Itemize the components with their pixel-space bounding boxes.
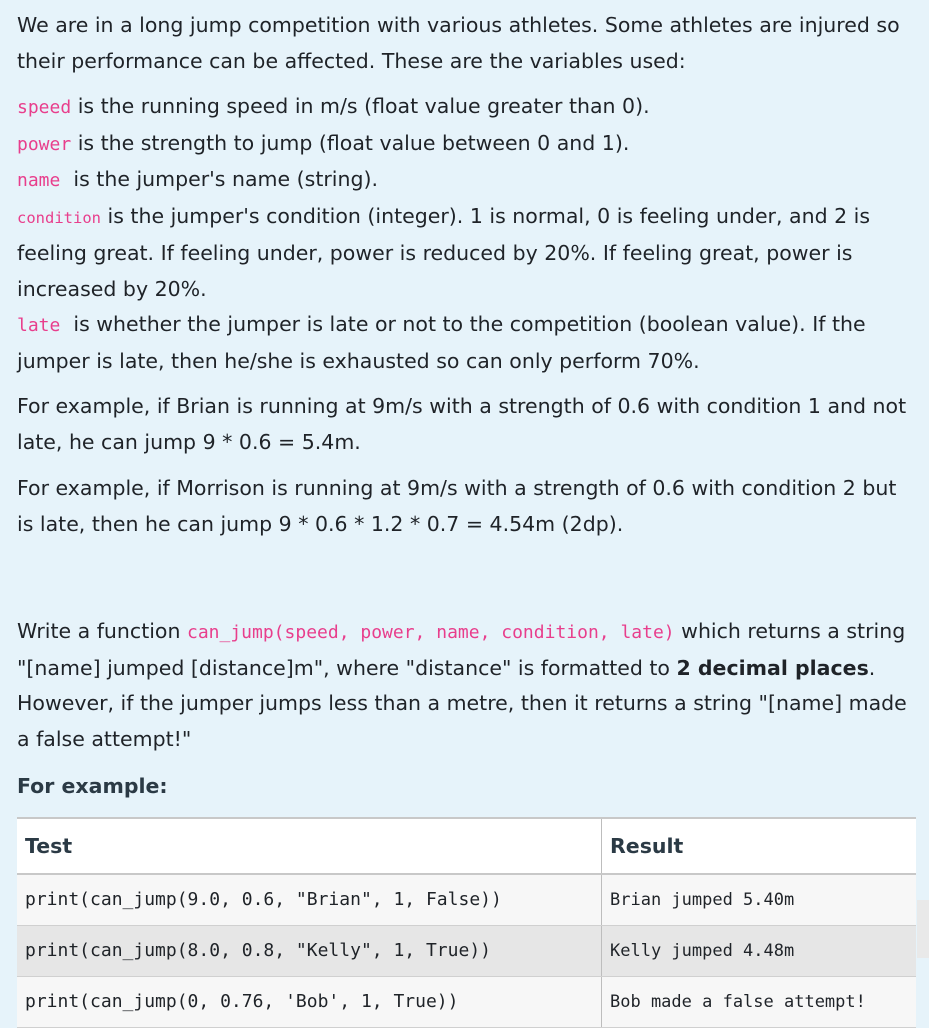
- variable-name: [17, 162, 913, 199]
- variable-desc: is the running speed in m/s (float value greater than 0).: [71, 94, 650, 118]
- variable-desc: is whether the jumper is late or not to the competition (boolean value). If the jumper is late, then he/she is exhausted so can only perform 70%.: [17, 312, 873, 373]
- result-cell: Bob made a false attempt!: [602, 976, 917, 1027]
- table-row: [17, 874, 916, 926]
- result-cell: Kelly jumped 4.48m: [602, 925, 917, 976]
- variable-condition: [17, 199, 913, 308]
- header-test: Test: [17, 818, 602, 874]
- variable-code: speed: [17, 97, 72, 118]
- variable-code: late: [17, 315, 61, 336]
- example-brian: For example, if Brian is running at 9m/s with a strength of 0.6 with condition 1 and not late, he can jump 9 * 0.6 = 5.4m.: [17, 394, 907, 454]
- variable-late: [17, 307, 913, 379]
- task-middle: which returns a string "[name] jumped [distance]m", where "distance" is formatted to: [17, 619, 906, 680]
- test-cell: print(can_jump(8.0, 0.8, "Kelly", 1, True)): [17, 925, 602, 976]
- result-cell: Brian jumped 5.40m: [602, 874, 917, 926]
- variable-speed: [17, 89, 913, 126]
- task-bold: 2 decimal places: [676, 655, 869, 680]
- task-before: Write a function: [17, 619, 187, 643]
- function-signature: can_jump(speed, power, name, condition, late): [186, 622, 675, 643]
- test-cell: print(can_jump(0, 0.76, 'Bob', 1, True)): [17, 976, 602, 1027]
- header-result: Result: [602, 818, 917, 874]
- variable-power: [17, 126, 913, 163]
- variable-desc: is the jumper's name (string).: [60, 167, 378, 191]
- task-after: . However, if the jumper jumps less than a metre, then it returns a string "[name] made a false attempt!": [17, 655, 907, 751]
- examples-table: [17, 817, 916, 1028]
- variable-desc: is the jumper's condition (integer). 1 is normal, 0 is feeling under, and 2 is feeling great. If feeling under, power is reduced by 20%. If feeling great, power is increased by 20%.: [17, 203, 871, 301]
- table-row: [17, 925, 916, 976]
- task-description: [17, 614, 913, 757]
- table-header-row: [17, 818, 916, 874]
- example-morrison: For example, if Morrison is running at 9m/s with a strength of 0.6 with condition 2 but is late, then he can jump 9 * 0.6 * 1.2 * 0.7 = 4.54m (2dp).: [17, 476, 897, 536]
- test-cell: print(can_jump(9.0, 0.6, "Brian", 1, False)): [17, 874, 602, 926]
- variable-code: condition: [17, 208, 101, 227]
- variable-code: power: [17, 133, 72, 155]
- for-example-heading: For example:: [17, 774, 168, 798]
- variable-code: name: [17, 170, 61, 191]
- table-row: [17, 976, 916, 1027]
- variable-desc: is the strength to jump (float value between 0 and 1).: [71, 130, 630, 155]
- intro-text: We are in a long jump competition with various athletes. Some athletes are injured so their performance can be affected. These are the variables used:: [17, 13, 900, 73]
- scroll-edge: [917, 900, 929, 958]
